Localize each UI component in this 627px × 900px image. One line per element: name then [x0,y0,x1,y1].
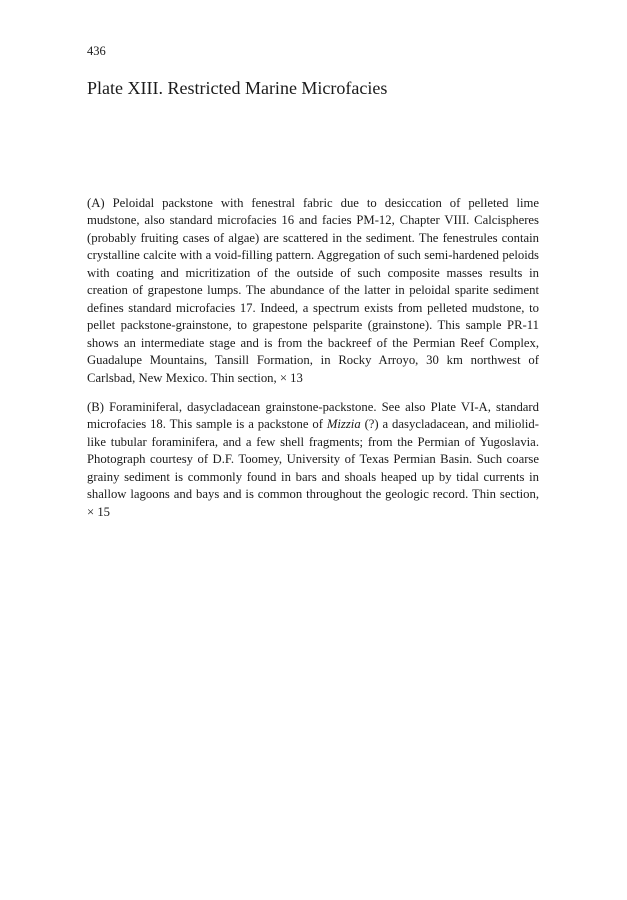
caption-b-label: (B) [87,400,104,414]
caption-a [87,195,539,387]
caption-b-text-after: (?) a dasycladacean, and miliolid-like tubular foraminifera, and a few shell fragments; from the Permian of Yugoslavia. Photograph courtesy of D.F. Toomey, University of Texas Permian Basin. Such coarse grainy sediment is commonly found in bars and shoals heaped up by tidal currents in shallow lagoons and bays and is common throughout the geologic record. Thin section, × 15 [87,417,539,519]
caption-b-text-before: Foraminiferal, dasycladacean grainstone-packstone. See also Plate VI-A, standard microfacies 18. This sample is a packstone of [87,400,539,432]
caption-a-text: Peloidal packstone with fenestral fabric due to desiccation of pelleted lime mudstone, also standard microfacies 16 and facies PM-12, Chapter VIII. Calcispheres (probably fruiting cases of algae) are scattered in the sediment. The fenestrules contain crystalline calcite with a void-filling pattern. Aggregation of such semi-hardened peloids with coating and micritization of the outside of such composite masses results in creation of grapestone lumps. The abundance of the latter in peloidal sparite sediment defines standard microfacies 17. Indeed, a spectrum exists from pelleted mudstone, to pellet packstone-grainstone, to grapestone pelsparite (grainstone). This sample PR-11 shows an intermediate stage and is from the backreef of the Permian Reef Complex, Guadalupe Mountains, Tansill Formation, in Rocky Arroyo, 30 km northwest of Carlsbad, New Mexico. Thin section, × 13 [87,196,539,385]
caption-b-genus: Mizzia [326,417,361,432]
caption-b [87,399,539,521]
page-title: Plate XIII. Restricted Marine Microfacies [87,78,388,98]
page-number: 436 [87,44,106,58]
caption-a-label: (A) [87,196,105,210]
